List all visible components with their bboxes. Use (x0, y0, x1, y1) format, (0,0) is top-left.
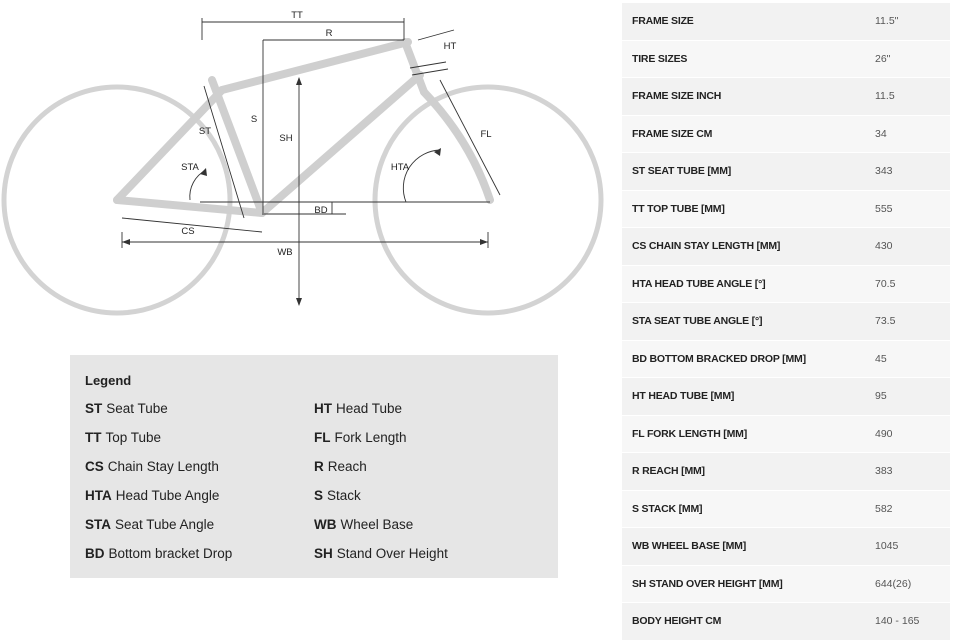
label-st: ST (198, 126, 212, 137)
legend-item-tt: TT Top Tube (85, 430, 162, 445)
legend-item-sta: STA Seat Tube Angle (85, 517, 215, 532)
label-sta: STA (181, 162, 199, 173)
label-tt: TT (291, 10, 303, 21)
spec-row-wheel-base: WB WHEEL BASE [MM] 1045 (622, 528, 950, 566)
spec-row-top-tube: TT TOP TUBE [MM] 555 (622, 191, 950, 229)
label-hta-front: HTA (390, 162, 410, 173)
legend-title: Legend (85, 373, 132, 388)
label-cs: CS (181, 226, 195, 237)
label-wb: WB (277, 247, 293, 258)
legend-item-st: ST Seat Tube (85, 401, 168, 416)
spec-row-frame-size-cm: FRAME SIZE CM 34 (622, 116, 950, 154)
spec-row-body-height: BODY HEIGHT CM 140 - 165 (622, 603, 950, 641)
spec-row-seat-tube: ST SEAT TUBE [MM] 343 (622, 153, 950, 191)
geometry-spec-table (622, 3, 950, 641)
spec-row-head-tube-angle: HTA HEAD TUBE ANGLE [°] 70.5 (622, 266, 950, 304)
legend-item-hta: HTA Head Tube Angle (85, 488, 220, 503)
label-bd: BD (314, 205, 328, 216)
legend-item-r: R Reach (314, 459, 367, 474)
legend-item-bd: BD Bottom bracket Drop (85, 546, 233, 561)
label-sh: SH (279, 133, 293, 144)
spec-row-frame-size: FRAME SIZE 11.5" (622, 3, 950, 41)
legend-item-s: S Stack (314, 488, 361, 503)
legend-item-sh: SH Stand Over Height (314, 546, 448, 561)
spec-row-bottom-bracket-drop: BD BOTTOM BRACKED DROP [MM] 45 (622, 341, 950, 379)
spec-row-stack: S STACK [MM] 582 (622, 491, 950, 529)
spec-row-stand-over-height: SH STAND OVER HEIGHT [MM] 644(26) (622, 566, 950, 604)
legend-item-wb: WB Wheel Base (314, 517, 414, 532)
spec-row-head-tube: HT HEAD TUBE [MM] 95 (622, 378, 950, 416)
bike-frame (117, 42, 490, 213)
legend-item-fl: FL Fork Length (314, 430, 407, 445)
spec-row-chain-stay: CS CHAIN STAY LENGTH [MM] 430 (622, 228, 950, 266)
legend-item-cs: CS Chain Stay Length (85, 459, 219, 474)
spec-row-tire-sizes: TIRE SIZES 26" (622, 41, 950, 79)
dimension-lines (122, 18, 500, 305)
legend-item-ht: HT Head Tube (314, 401, 403, 416)
spec-row-fork-length: FL FORK LENGTH [MM] 490 (622, 416, 950, 454)
label-ht: HT (443, 41, 457, 52)
bike-geometry-diagram (0, 0, 610, 340)
spec-row-seat-tube-angle: STA SEAT TUBE ANGLE [°] 73.5 (622, 303, 950, 341)
spec-row-reach: R REACH [MM] 383 (622, 453, 950, 491)
label-r: R (325, 28, 333, 39)
dimension-arrowheads (122, 77, 488, 306)
label-s: S (250, 114, 258, 125)
spec-row-frame-size-inch: FRAME SIZE INCH 11.5 (622, 78, 950, 116)
legend-panel (70, 355, 558, 578)
label-fl: FL (480, 129, 492, 140)
